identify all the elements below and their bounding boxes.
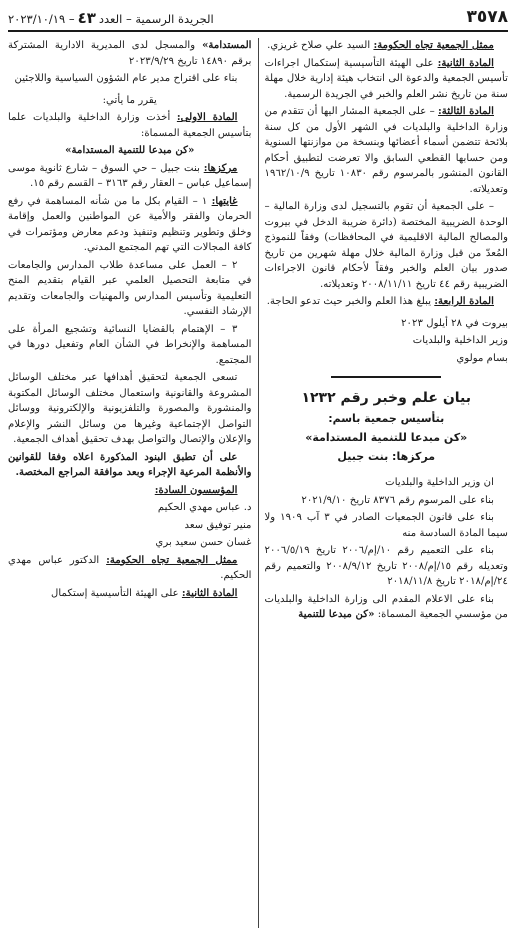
issue-date: – ٢٠٢٣/١٠/١٩ — [8, 11, 75, 26]
basis-4 — [265, 592, 509, 623]
article-4-label: المادة الرابعة: — [434, 295, 494, 307]
basis-4-text: بناء على الاعلام المقدم الى وزارة الداخلية والبلديات من مؤسسي الجمعية المسماة: — [264, 593, 508, 621]
continuation-1-bold: المستدامة» — [202, 39, 252, 51]
basis-3: بناء على التعميم رقم ١٠/إم/٢٠٠٦ تاريخ ٢٠٠٦/٥/١٩ وتعديله رقم ١٥/إم/٢٠٠٨ تاريخ ٢٠٠٨/٩/١٢ والتعميم رقم ٢٤/إم/٢٠١٨ تاريخ ٢٠١٨/١١/٨ — [264, 545, 508, 588]
left-article-2 — [8, 586, 252, 602]
article-4 — [265, 294, 509, 310]
founder-item: غسان حسن سعيد بري — [155, 537, 252, 548]
signature-title: وزير الداخلية والبلديات — [412, 335, 508, 346]
article-2 — [265, 56, 509, 103]
notice-association-name: «كن مبدعا للتنمية المستدامة» — [305, 430, 468, 444]
means-paragraph: تسعى الجمعية لتحقيق أهدافها عبر مختلف الوسائل المشروعة والقانونية واستعمال مختلف الوسائل المكتوبة والمنشورة والمصورة والتلفزيونية والإلكترونية ووسائل التواصل الإجتماعية وغيرها من وسائل النشر والإعلام والإعلان والإتصال والتواصل بهدف تحقيق أهداف الجمعية. — [8, 372, 252, 445]
article-2-text: على الهيئة التأسيسية إستكمال اجراءات تأسيس الجمعية والدعوة الى انتخاب هيئة إدارية خلال مهلة سنة من تاريخ نشر العلم والخبر في الجريدة الرسمية. — [264, 57, 508, 100]
founder-item: منير توفيق سعد — [184, 519, 252, 531]
notice-subtitle: بتأسيس جمعية باسم: — [328, 412, 445, 426]
article-3-text: – على الجمعية المشار اليها أن تتقدم من وزارة الداخلية والبلديات في الشهر الأول من كل سنة بلائحة تتضمن أسماء أعضائها وبنسخة من موازنتها السنوية ومن حسابها القطعي السابق والا تعرضت لتطبيق أحكام القانون المنشور بالمرسوم رقم ١٠٨٣٠ تاريخ ١٩٦٢/١٠/٩ وتعديلاته. — [264, 106, 508, 195]
headquarters-label: مركزها: — [203, 161, 238, 174]
page-number: ٣٥٧٨ — [466, 7, 508, 28]
goal-1-text: ١ – القيام بكل ما من شأنه المساهمة في رفع الحرمان والفقر والأمية عن المواطنين والعمل وإقامة وخلق وتطوير وتنظيم وتنفيذ ودعم معارض ومؤتمرات في كافة المجالات التي تهم المجتمع المدني. — [8, 195, 252, 253]
column-divider — [258, 38, 259, 928]
article-2-label: المادة الثانية: — [437, 56, 494, 69]
association-name: «كن مبدعا للتنمية المستدامة» — [65, 144, 195, 156]
headquarters-text: بنت جبيل – حي السوق – شارع ثانوية موسى إسماعيل عباس – العقار رقم ٣١٦٣ – القسم رقم ١٥. — [8, 162, 252, 189]
founders-label: المؤسسون السادة: — [154, 483, 238, 496]
continuation-1 — [8, 38, 252, 69]
gov-rep-label: ممثل الجمعية تجاه الحكومة: — [373, 39, 494, 51]
continuation-1-text: والمسجل لدى المديرية الادارية المشتركة برقم ١٤٨٩٠ تاريخ ٢٠٢٣/٩/٢٩ — [8, 40, 252, 67]
gazette-title — [8, 7, 214, 30]
signature-name: بسام مولوي — [456, 352, 508, 364]
article-3-label: المادة الثالثة: — [438, 105, 494, 117]
basis-1: بناء على المرسوم رقم ٨٣٧٦ تاريخ ٢٠٢١/٩/١٠ — [301, 494, 494, 506]
left-article-2-label: المادة الثانية: — [181, 586, 238, 599]
basis-4-bold: «كن مبدعا للتنمية — [298, 608, 375, 621]
basis-2: بناء على قانون الجمعيات الصادر في ٣ آب ١٩٠٩ ولا سيما المادة السادسة منه — [264, 512, 508, 539]
right-column — [265, 38, 509, 928]
section-rule — [331, 376, 441, 378]
columns — [8, 38, 508, 928]
notice-title: بيان علم وخبر رقم ١٢٣٢ — [301, 390, 472, 406]
left-article-2-text: على الهيئة التأسيسية إستكمال — [50, 587, 182, 599]
left-gov-rep-text: الدكتور عباس مهدي الحكيم. — [8, 554, 252, 581]
left-gov-rep-label: ممثل الجمعية تجاه الحكومة: — [106, 553, 238, 566]
article-1-text: أخذت وزارة الداخلية والبلديات علما بتأسيس الجمعية المسماة: — [8, 112, 252, 139]
gov-rep-paragraph — [265, 38, 509, 54]
condition-paragraph: على أن تطبق البنود المذكورة اعلاه وفقا للقوانين والأنظمة المرعية الإجراء وبعد موافقة المراجع المختصة. — [8, 450, 252, 478]
left-gov-rep — [8, 553, 252, 584]
minister-line: ان وزير الداخلية والبلديات — [385, 477, 494, 489]
left-column — [8, 38, 252, 928]
continuation-2: بناء على اقتراح مدير عام الشؤون السياسية واللاجئين — [14, 73, 238, 84]
page-header — [8, 6, 508, 32]
decision-line: يقرر ما يأتي: — [102, 94, 157, 106]
headquarters — [8, 161, 252, 192]
issue-number: ٤٣ — [77, 8, 96, 27]
gov-rep-text: السيد علي صلاح غريزي. — [267, 40, 374, 51]
notice-headquarters: مركزها: بنت جبيل — [337, 449, 436, 463]
article-3-para-2: – على الجمعية أن تقوم بالتسجيل لدى وزارة المالية – الوحدة الضريبية المختصة (دائرة ضريبة الدخل في بيروت والمصالح المالية الاقليمية في المحافظات) وفقاً للنموذج المُعدّ من قبل وزارة المالية خلال مهلة شهرين من تاريخ صدور بيان العلم والخبر وفقاً لأحكام قانون الاجراءات الضريبية رقم ٤٤ تاريخ ٢٠٠٨/١١/١١ وتعديلاته. — [264, 201, 508, 290]
goal-1 — [8, 194, 252, 256]
article-1 — [8, 110, 252, 141]
gazette-name: الجريدة الرسمية – العدد — [98, 11, 214, 26]
article-1-label: المادة الاولى: — [176, 111, 238, 123]
goal-3: ٣ – الإهتمام بالقضايا النسائية وتشجيع المرأة على المساهمة والإنخراط في الشأن العام وتفعيل دورها في المجتمع. — [8, 323, 252, 366]
founder-item: د. عباس مهدي الحكيم — [157, 502, 252, 513]
article-3 — [265, 104, 509, 197]
signature-place-date: بيروت في ٢٨ أيلول ٢٠٢٣ — [401, 317, 508, 329]
article-4-text: يبلغ هذا العلم والخبر حيث تدعو الحاجة. — [266, 296, 435, 307]
goals-label: غايتها: — [211, 194, 238, 207]
goal-2: ٢ – العمل على مساعدة طلاب المدارس والجامعات في متابعة التحصيل العلمي عبر القيام بتقديم المنح التعليمية وتأسيس المدارس والمهنيات والجامعات وتقديم الإرشاد النفسي. — [8, 259, 252, 317]
